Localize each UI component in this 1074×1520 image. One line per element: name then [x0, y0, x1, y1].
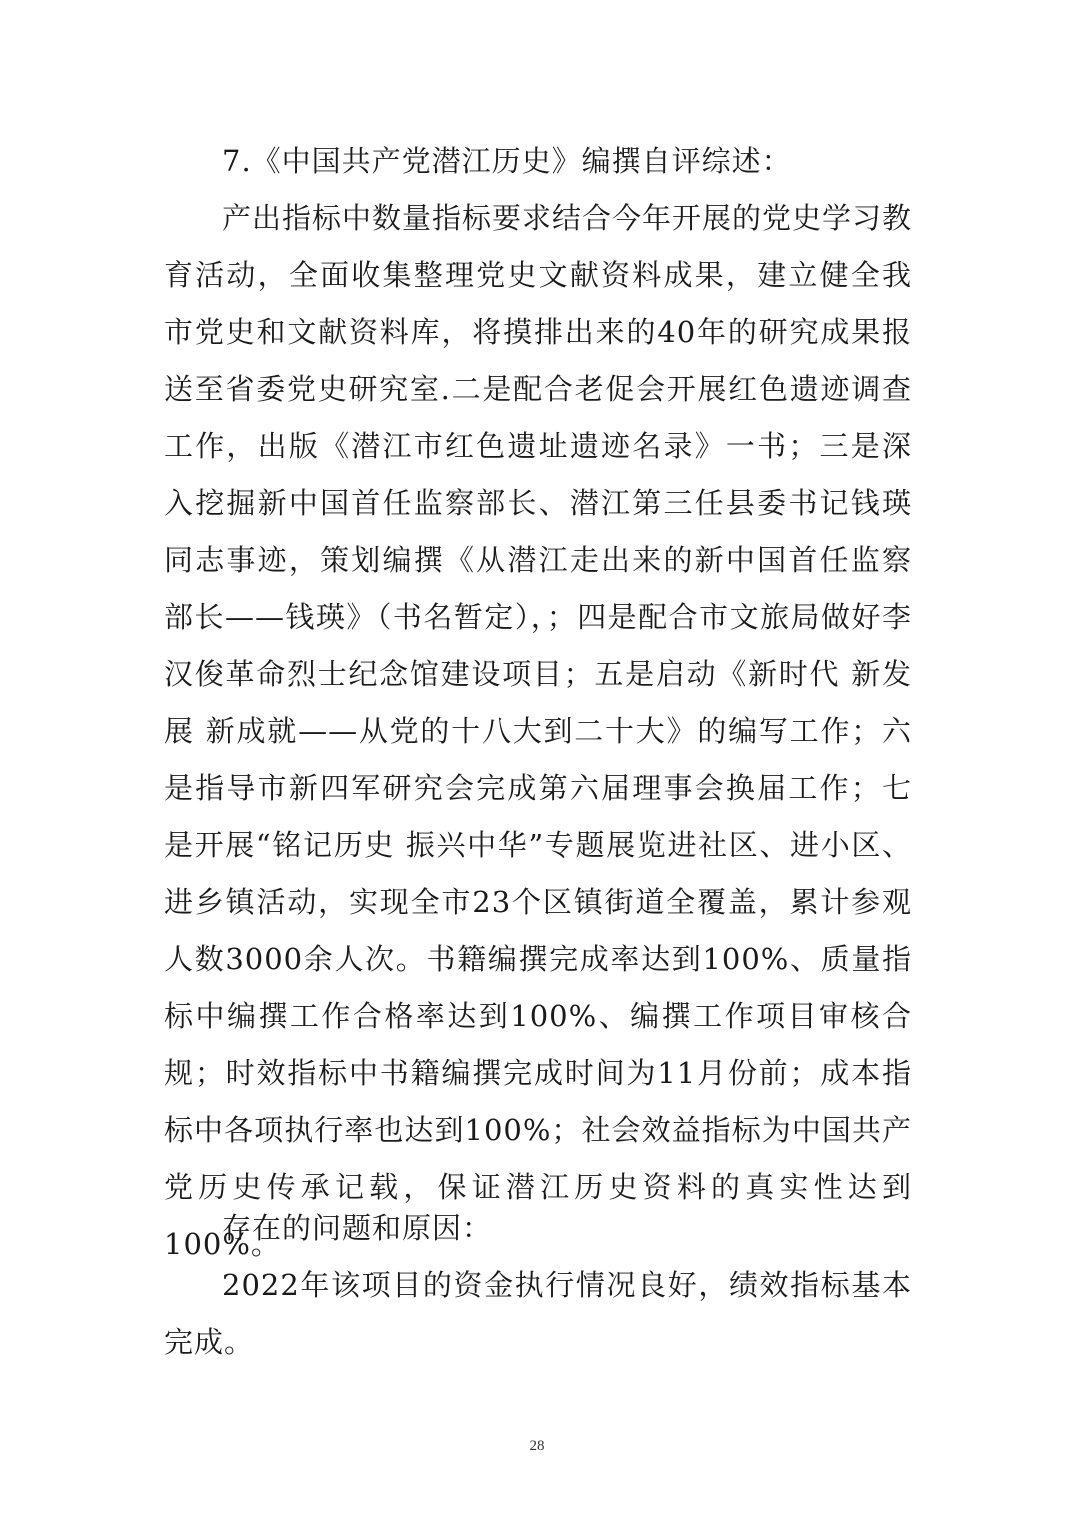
conclusion-paragraph: 2022年该项目的资金执行情况良好，绩效指标基本完成。 [164, 1268, 912, 1359]
problems-heading: 存在的问题和原因： [222, 1211, 493, 1245]
section-heading: 7.《中国共产党潜江历史》编撰自评综述： [222, 144, 792, 178]
body-paragraph: 产出指标中数量指标要求结合今年开展的党史学习教育活动，全面收集整理党史文献资料成果，建立健全我市党史和文献资料库，将摸排出来的40年的研究成果报送至省委党史研究室.二是配合老促会开展红色遗迹调查工作，出版《潜江市红色遗址遗迹名录》一书；三是深入挖掘新中国首任监察部长、潜江第三任县委书记钱瑛同志事迹，策划编撰《从潜江走出来的新中国首任监察部长——钱瑛》（书名暂定），；四是配合市文旅局做好李汉俊革命烈士纪念馆建设项目；五是启动《新时代 新发展 新成就——从党的十八大到二十大》的编写工作；六是指导市新四军研究会完成第六届理事会换届工作；七是开展“铭记历史 振兴中华”专题展览进社区、进小区、进乡镇活动，实现全市23个区镇街道全覆盖，累计参观人数3000余人次。书籍编撰完成率达到100%、质量指标中编撰工作合格率达到100%、编撰工作项目审核合规；时效指标中书籍编撰完成时间为11月份前；成本指标中各项执行率也达到100%；社会效益指标为中国共产党历史传承记载，保证潜江历史资料的真实性达到100%。 [164, 201, 913, 1261]
page-number: 28 [529, 1438, 545, 1454]
